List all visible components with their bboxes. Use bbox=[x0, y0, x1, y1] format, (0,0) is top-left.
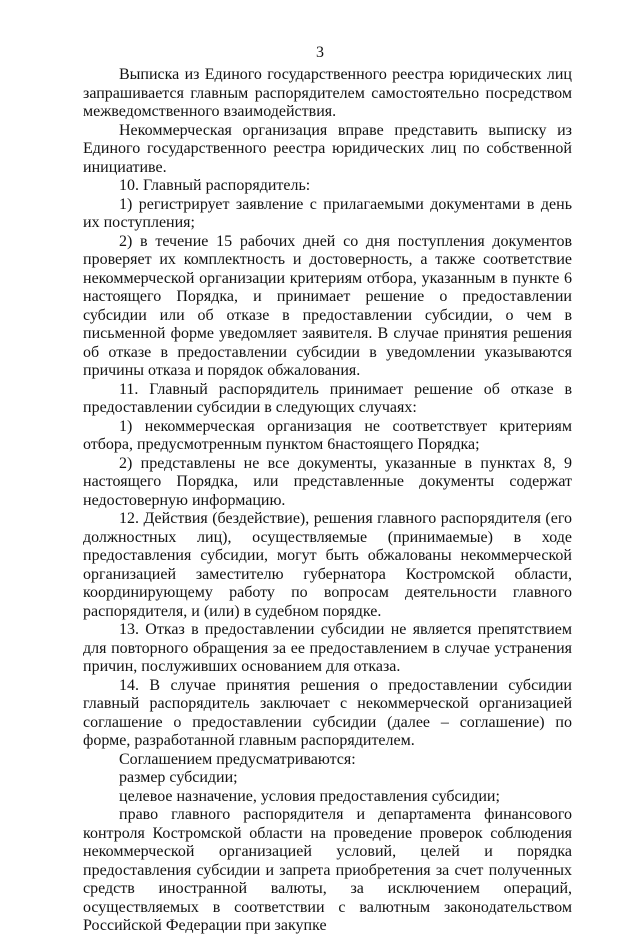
paragraph: 2) в течение 15 рабочих дней со дня поступления документов проверяет их комплектность и достоверность, а также соответствие некоммерческой организации критериям отбора, указанным в пункте 6 настоящего Порядка, и принимает решение о предоставлении субсидии или об отказе в предоставлении субсидии, о чем в письменной форме уведомляет заявителя. В случае принятия решения об отказе в предоставлении субсидии в уведомлении указываются причины отказа и порядок обжалования. bbox=[83, 232, 572, 379]
paragraph: 10. Главный распорядитель: bbox=[119, 177, 311, 194]
paragraph: размер субсидии; bbox=[119, 769, 238, 786]
paragraph: 11. Главный распорядитель принимает решение об отказе в предоставлении субсидии в следующих случаях: bbox=[83, 380, 572, 416]
paragraph: 1) регистрирует заявление с прилагаемыми документами в день их поступления; bbox=[83, 195, 572, 231]
paragraph: Соглашением предусматриваются: bbox=[119, 750, 356, 768]
paragraph: Выписка из Единого государственного реестра юридических лиц запрашивается главным распорядителем самостоятельно посредством межведомственного взаимодействия. bbox=[83, 66, 572, 120]
document-body bbox=[83, 66, 572, 936]
paragraph: 12. Действия (бездействие), решения главного распорядителя (его должностных лиц), осуществляемые (принимаемые) в ходе предоставления субсидии, могут быть обжалованы некоммерческой организацией заместителю губернатора Костромской области, координирующему работу по вопросам деятельности главного распорядителя, и (или) в судебном порядке. bbox=[83, 510, 572, 620]
page-number: 3 bbox=[316, 44, 324, 61]
paragraph: 13. Отказ в предоставлении субсидии не является препятствием для повторного обращения за ее предоставлением в случае устранения причин, послуживших основанием для отказа. bbox=[83, 621, 572, 675]
paragraph: право главного распорядителя и департамента финансового контроля Костромской области на проведение проверок соблюдения некоммерческой организацией условий, целей и порядка предоставления субсидии и запрета приобретения за счет полученных средств иностранной валюты, за исключением операций, осуществляемых в соответствии с валютным законодательством Российской Федерации при закупке bbox=[83, 806, 572, 934]
paragraph: Некоммерческая организация вправе представить выписку из Единого государственного реестра юридических лиц по собственной инициативе. bbox=[83, 121, 572, 176]
paragraph: целевое назначение, условия предоставления субсидии; bbox=[119, 787, 500, 805]
paragraph: 1) некоммерческая организация не соответствует критериям отбора, предусмотренным пунктом 6настоящего Порядка; bbox=[83, 417, 572, 453]
paragraph: 2) представлены не все документы, указанные в пунктах 8, 9 настоящего Порядка, или представленные документы содержат недостоверную информацию. bbox=[83, 454, 572, 509]
paragraph: 14. В случае принятия решения о предоставлении субсидии главный распорядитель заключает с некоммерческой организацией соглашение о предоставлении субсидии (далее – соглашение) по форме, разработанной главным распорядителем. bbox=[83, 676, 572, 749]
